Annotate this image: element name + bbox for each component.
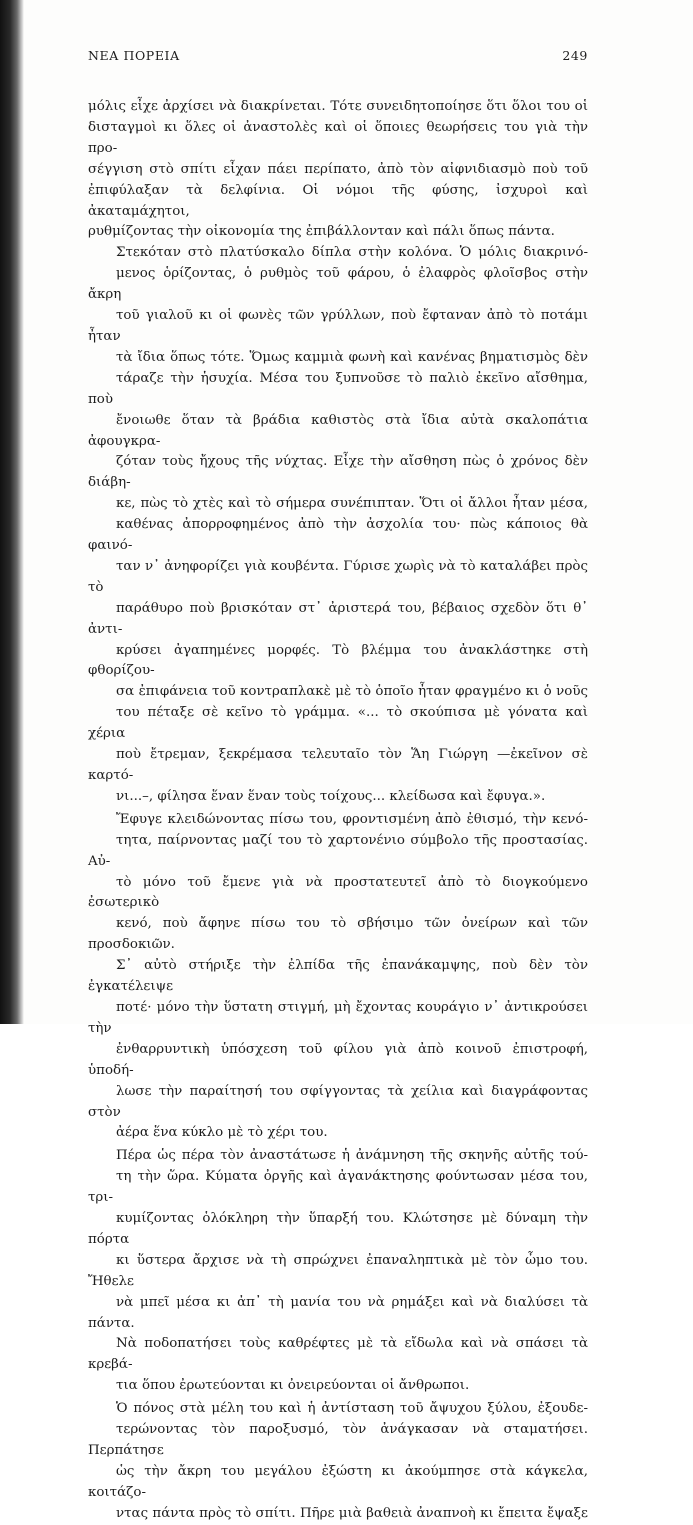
text-line: ντας πάντα πρὸς τὸ σπίτι. Πῆρε μιὰ βαθειὰ ἀναπνοὴ κι ἔπειτα ἔψαξε [116, 1505, 588, 1521]
text-line: ρυθμίζοντας τὴν οἰκονομία της ἐπιβάλλονταν καὶ πάλι ὅπως πάντα. [88, 224, 555, 240]
text-line: τητα, παίρνοντας μαζί του τὸ χαρτονένιο σύμβολο τῆς προστασίας. Αὐ- [88, 832, 588, 869]
text-line: Ἔφυγε κλειδώνοντας πίσω του, φροντισμένη ἀπὸ ἐθισμό, τὴν κενό- [116, 811, 588, 827]
text-line: ἐπιφύλαξαν τὰ δελφίνια. Οἱ νόμοι τῆς φύσης, ἰσχυροὶ καὶ ἀκαταμάχητοι, [88, 182, 588, 219]
text-line: κενό, ποὺ ἄφηνε πίσω του τὸ σβήσιμο τῶν ὀνείρων καὶ τῶν προσδοκιῶν. [88, 916, 588, 953]
page-number: 249 [562, 48, 588, 63]
text-line: Στεκόταν στὸ πλατύσκαλο δίπλα στὴν κολόνα. Ὁ μόλις διακρινό- [116, 245, 588, 261]
text-line: κι ὕστερα ἄρχισε νὰ τὴ σπρώχνει ἐπαναληπτικὰ μὲ τὸν ὦμο του. Ἤθελε [88, 1252, 588, 1289]
text-line: κε, πὼς τὸ χτὲς καὶ τὸ σήμερα συνέπιπταν. Ὅτι οἱ ἄλλοι ἦταν μέσα, [116, 496, 588, 512]
paragraph [88, 1146, 588, 1397]
text-line: Σ᾽ αὐτὸ στήριξε τὴν ἐλπίδα τῆς ἐπανάκαμψης, ποὺ δὲν τὸν ἐγκατέλειψε [88, 958, 588, 995]
text-line: ἀέρα ἕνα κύκλο μὲ τὸ χέρι του. [116, 1125, 328, 1141]
body-text [88, 97, 588, 1525]
text-line: ταν ν᾽ ἀνηφορίζει γιὰ κουβέντα. Γύρισε χωρὶς νὰ τὸ καταλάβει πρὸς τὸ [88, 558, 588, 595]
text-line: ὡς τὴν ἄκρη του μεγάλου ἐξώστη κι ἀκούμπησε στὰ κάγκελα, κοιτάζο- [88, 1463, 588, 1500]
text-line: τερώνοντας τὸν παροξυσμό, τὸν ἀνάγκασαν νὰ σταματήσει. Περπάτησε [88, 1422, 588, 1458]
text-line: τια ὅπου ἐρωτεύονται κι ὀνειρεύονται οἱ ἄνθρωποι. [116, 1378, 470, 1394]
text-line: λωσε τὴν παραίτησή του σφίγγοντας τὰ χείλια καὶ διαγράφοντας στὸν [88, 1083, 588, 1120]
text-line: καθένας ἀπορροφημένος ἀπὸ τὴν ἀσχολία του· πὼς κάποιος θὰ φαινό- [88, 517, 588, 554]
text-line: τὰ ἴδια ὅπως τότε. Ὅμως καμμιὰ φωνὴ καὶ κανένας βηματισμὸς δὲν [116, 349, 588, 365]
text-line: νι...–, φίλησα ἕναν ἕναν τοὺς τοίχους... κλείδωσα καὶ ἔφυγα.». [116, 788, 546, 804]
running-title: ΝΕΑ ΠΟΡΕΙΑ [88, 48, 180, 63]
text-line: Ὁ πόνος στὰ μέλη του καὶ ἡ ἀντίσταση τοῦ ἄψυχου ξύλου, ἐξουδε- [116, 1401, 588, 1417]
text-line: δισταγμοὶ κι ὅλες οἱ ἀναστολὲς καὶ οἱ ὅποιες θεωρήσεις του γιὰ τὴν προ- [88, 119, 588, 156]
text-line: Νὰ ποδοπατήσει τοὺς καθρέφτες μὲ τὰ εἴδωλα καὶ νὰ σπάσει τὰ κρεβά- [88, 1336, 588, 1373]
text-line: νὰ μπεῖ μέσα κι ἀπ᾽ τὴ μανία του νὰ ρημάξει καὶ νὰ διαλύσει τὰ πάντα. [88, 1294, 588, 1331]
text-line: τοῦ γιαλοῦ κι οἱ φωνὲς τῶν γρύλλων, ποὺ ἔφταναν ἀπὸ τὸ ποτάμι ἦταν [88, 308, 588, 344]
text-line: ἔνοιωθε ὅταν τὰ βράδια καθιστὸς στὰ ἴδια αὐτὰ σκαλοπάτια ἀφουγκρα- [88, 412, 588, 449]
running-header [88, 48, 588, 68]
text-line: τάραζε τὴν ἡσυχία. Μέσα του ξυπνοῦσε τὸ παλιὸ ἐκεῖνο αἴσθημα, ποὺ [88, 370, 588, 407]
binding-shadow [0, 0, 24, 1024]
text-line: ποὺ ἔτρεμαν, ξεκρέμασα τελευταῖο τὸν Ἅη Γιώργη —ἐκεῖνον σὲ καρτό- [88, 747, 588, 783]
text-line: κυμίζοντας ὁλόκληρη τὴν ὕπαρξή του. Κλώτσησε μὲ δύναμη τὴν πόρτα [88, 1211, 588, 1247]
text-line: ζόταν τοὺς ἤχους τῆς νύχτας. Εἶχε τὴν αἴσθηση πὼς ὁ χρόνος δὲν διάβη- [88, 454, 588, 491]
text-line: παράθυρο ποὺ βρισκόταν στ᾽ ἀριστερά του, βέβαιος σχεδὸν ὅτι θ᾽ ἀντι- [88, 600, 588, 637]
paragraph [88, 810, 588, 1145]
text-line: μενος ὁρίζοντας, ὁ ρυθμὸς τοῦ φάρου, ὁ ἐλαφρὸς φλοῖσβος στὴν ἄκρη [88, 266, 588, 303]
text-line: ἐνθαρρυντικὴ ὑπόσχεση τοῦ φίλου γιὰ ἀπὸ κοινοῦ ἐπιστροφή, ὑποδή- [88, 1041, 588, 1078]
paragraph-continuation [88, 97, 588, 243]
text-line: σα ἐπιφάνεια τοῦ κοντραπλακὲ μὲ τὸ ὁποῖο ἦταν φραγμένο κι ὁ νοῦς [116, 684, 588, 700]
text-line: Πέρα ὡς πέρα τὸν ἀναστάτωσε ἡ ἀνάμνηση τῆς σκηνῆς αὐτῆς τού- [116, 1148, 588, 1164]
text-line: ποτέ· μόνο τὴν ὕστατη στιγμή, μὴ ἔχοντας κουράγιο ν᾽ ἀντικρούσει τὴν [88, 999, 588, 1036]
text-line: σέγγιση στὸ σπίτι εἶχαν πάει περίπατο, ἀπὸ τὸν αἰφνιδιασμὸ ποὺ τοῦ [88, 161, 588, 177]
text-line: κρύσει ἀγαπημένες μορφές. Τὸ βλέμμα του ἀνακλάστηκε στὴ φθορίζου- [88, 642, 588, 679]
paragraph [88, 243, 588, 807]
text-line: τη τὴν ὥρα. Κύματα ὀργῆς καὶ ἀγανάκτησης φούντωσαν μέσα του, τρι- [88, 1169, 588, 1206]
text-line: του πέταξε σὲ κεῖνο τὸ γράμμα. «... τὸ σκούπισα μὲ γόνατα καὶ χέρια [88, 705, 588, 742]
text-line: μόλις εἶχε ἀρχίσει νὰ διακρίνεται. Τότε συνειδητοποίησε ὅτι ὅλοι του οἱ [88, 99, 588, 114]
paragraph-continued [88, 1399, 588, 1524]
text-line: τὸ μόνο τοῦ ἔμενε γιὰ νὰ προστατευτεῖ ἀπὸ τὸ διογκούμενο ἐσωτερικὸ [88, 874, 588, 911]
